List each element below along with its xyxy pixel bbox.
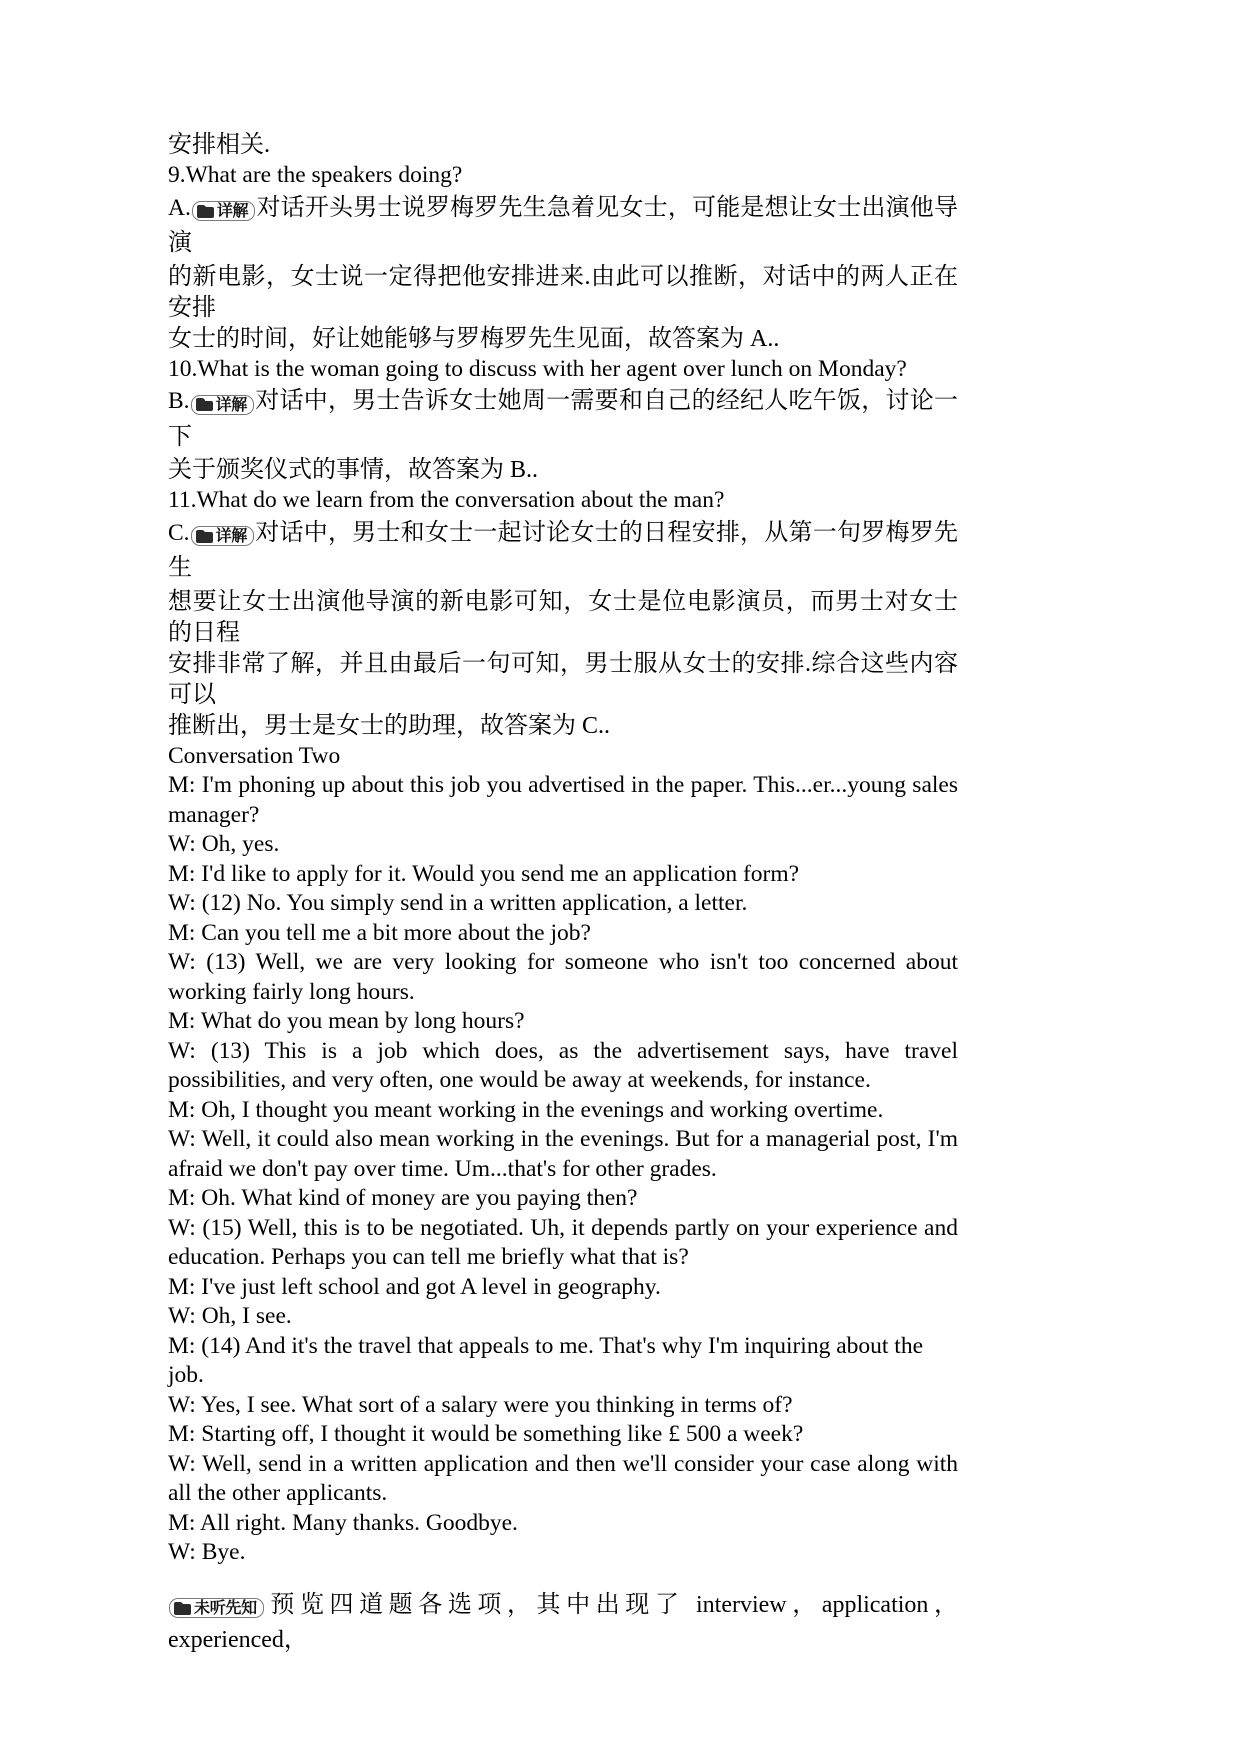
folder-icon [196, 398, 213, 411]
answer-11-block [168, 516, 958, 587]
preview-badge-label: 未听先知 [194, 1598, 257, 1617]
dialogue-line: M: Oh. What kind of money are you paying then? [168, 1185, 638, 1211]
answer-9-cont-2: 女士的时间，好让她能够与罗梅罗先生见面，故答案为 A.. [168, 325, 780, 352]
dialogue-line: W: Oh, yes. [168, 831, 280, 857]
folder-icon [174, 1602, 191, 1615]
answer-10-letter: B. [168, 388, 190, 414]
answer-11-text: 对话中，男士和女士一起讨论女士的日程安排，从第一句罗梅罗先生 [168, 519, 958, 581]
dialogue-line: M: All right. Many thanks. Goodbye. [168, 1509, 518, 1536]
detail-badge-label: 详解 [215, 394, 247, 414]
preview-note-text: 预览四道题各选项，其中出现了 interview，application，experienced， [168, 1591, 958, 1653]
question-11: 11.What do we learn from the conversation about the man? [168, 487, 725, 513]
preview-badge[interactable] [169, 1598, 264, 1618]
preview-note [168, 1588, 958, 1659]
detail-badge[interactable] [192, 201, 255, 221]
dialogue-line: M: (14) And it's the travel that appeals to me. That's why I'm inquiring about the job. [168, 1332, 923, 1388]
dialogue-line: W: Bye. [168, 1539, 246, 1565]
folder-icon [197, 205, 214, 218]
dialogue-line: M: What do you mean by long hours? [168, 1008, 525, 1034]
dialogue-line: W: (13) This is a job which does, as the advertisement says, have travel possibilities, and very often, one would be away at weekends, for instance. [168, 1037, 958, 1093]
answer-11-letter: C. [168, 519, 190, 546]
answer-11-cont-2: 安排非常了解，并且由最后一句可知，男士服从女士的安排.综合这些内容可以 [168, 650, 958, 708]
dialogue-line: W: Well, it could also mean working in the evenings. But for a managerial post, I'm afraid we don't pay over time. Um...that's for other grades. [168, 1126, 958, 1182]
question-9: 9.What are the speakers doing? [168, 162, 463, 188]
dialogue-line: W: (12) No. You simply send in a written application, a letter. [168, 890, 748, 916]
dialogue-line: W: Oh, I see. [168, 1303, 292, 1329]
answer-9-letter: A. [168, 194, 191, 221]
conversation-heading: Conversation Two [168, 742, 341, 769]
answer-9-text: 对话开头男士说罗梅罗先生急着见女士，可能是想让女士出演他导演 [168, 194, 958, 256]
dialogue-line: W: (13) Well, we are very looking for someone who isn't too concerned about working fairly long hours. [168, 949, 958, 1005]
answer-11-cont-1: 想要让女士出演他导演的新电影可知，女士是位电影演员，而男士对女士的日程 [168, 588, 958, 646]
page-content [168, 130, 958, 1659]
detail-badge[interactable] [191, 395, 254, 415]
paragraph-fragment-top: 安排相关. [168, 132, 270, 158]
dialogue-line: M: I'd like to apply for it. Would you send me an application form? [168, 860, 800, 887]
answer-10-text: 对话中，男士告诉女士她周一需要和自己的经纪人吃午饭，讨论一下 [168, 388, 958, 450]
detail-badge-label: 详解 [216, 201, 249, 220]
dialogue-line: M: I've just left school and got A level in geography. [168, 1273, 661, 1300]
answer-9-cont-1: 的新电影，女士说一定得把他安排进来.由此可以推断，对话中的两人正在安排 [168, 263, 958, 321]
answer-9-block [168, 191, 958, 262]
detail-badge-label: 详解 [215, 526, 247, 545]
dialogue-line: W: (15) Well, this is to be negotiated. Uh, it depends partly on your experience and education. Perhaps you can tell me briefly what that is? [168, 1214, 958, 1270]
question-10: 10.What is the woman going to discuss with her agent over lunch on Monday? [168, 355, 907, 382]
dialogue-line: W: Well, send in a written application and then we'll consider your case along with all the other applicants. [168, 1450, 958, 1506]
folder-icon [196, 530, 213, 543]
dialogue-line: W: Yes, I see. What sort of a salary were you thinking in terms of? [168, 1391, 793, 1418]
answer-10-cont-1: 关于颁奖仪式的事情，故答案为 B.. [168, 457, 539, 483]
answer-11-cont-3: 推断出，男士是女士的助理，故答案为 C.. [168, 712, 611, 739]
detail-badge[interactable] [191, 526, 254, 546]
dialogue-line: M: I'm phoning up about this job you advertised in the paper. This...er...young sales manager? [168, 772, 958, 828]
dialogue-line: M: Can you tell me a bit more about the job? [168, 919, 591, 946]
answer-10-block [168, 384, 958, 455]
dialogue-line: M: Oh, I thought you meant working in the evenings and working overtime. [168, 1096, 884, 1123]
dialogue-line: M: Starting off, I thought it would be something like £ 500 a week? [168, 1421, 804, 1447]
